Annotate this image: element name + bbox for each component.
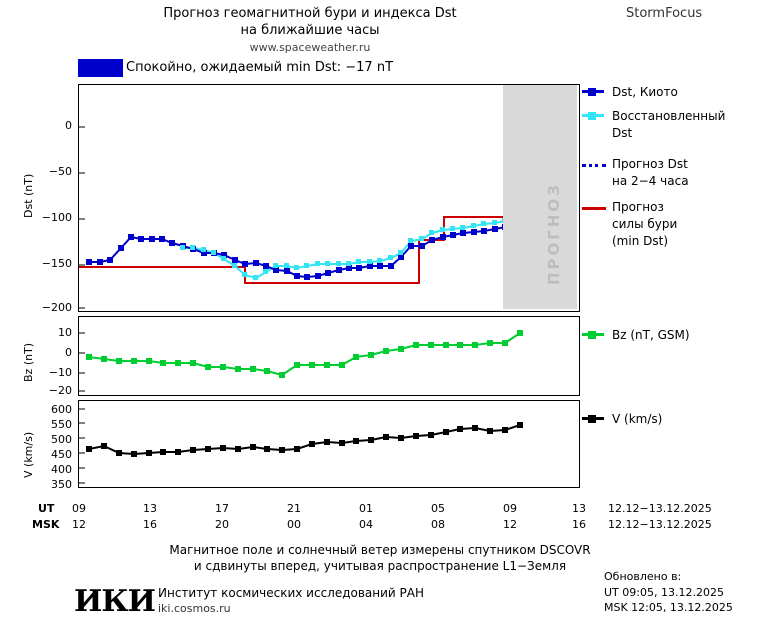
institute-name: Институт космических исследований РАН: [158, 586, 425, 600]
legend-label-forecast-dst: Прогноз Dst: [612, 157, 688, 171]
v-ytick-4: 400: [51, 463, 72, 476]
legend-line-dst-kyoto: [582, 90, 604, 93]
page-title-line2: на ближайшие часы: [240, 23, 380, 38]
msk-tick-4: 04: [359, 518, 373, 531]
legend-label-v: V (km/s): [612, 412, 663, 426]
footnote-line2: и сдвинуты вперед, учитывая распространение L1−Земля: [193, 559, 567, 573]
msk-tick-6: 12: [503, 518, 517, 531]
ut-tick-0: 09: [72, 502, 86, 515]
legend-line-v: [582, 417, 604, 420]
v-chart-panel: [78, 400, 580, 488]
dst-chart-panel: [78, 84, 580, 312]
status-badge: Спокойно, ожидаемый min Dst: −17 nT: [126, 60, 394, 75]
msk-row-label: MSK: [32, 518, 60, 531]
x-axis-rows: [0, 498, 760, 538]
forecast-region: [503, 85, 577, 309]
footnote-line1: Магнитное поле и солнечный ветер измерены спутником DSCOVR: [169, 543, 591, 557]
status-swatch: [78, 59, 123, 77]
series-restored-dst-markers: [180, 218, 507, 280]
ut-tick-3: 21: [287, 502, 301, 515]
institute-site-link[interactable]: iki.cosmos.ru: [158, 602, 231, 615]
msk-tick-1: 16: [143, 518, 157, 531]
bz-ytick-0: 10: [58, 326, 72, 339]
bz-y-axis-label: Bz (nT): [22, 342, 35, 382]
bz-ytick-1: 0: [65, 346, 72, 359]
dst-ytick-1: −50: [48, 165, 72, 178]
ut-tick-4: 01: [359, 502, 373, 515]
v-ytick-0: 600: [51, 403, 72, 416]
dst-y-axis-label: Dst (nT): [22, 173, 35, 218]
updated-msk: MSK 12:05, 13.12.2025: [604, 601, 733, 614]
legend-label-dst-kyoto: Dst, Киото: [612, 85, 678, 99]
legend-label-storm-forecast: Прогноз: [612, 200, 664, 214]
series-bz-markers: [86, 330, 523, 378]
dst-ytick-2: −100: [41, 211, 72, 224]
v-ytick-5: 350: [51, 478, 72, 491]
updated-caption: Обновлено в:: [604, 570, 682, 583]
dst-ytick-0: 0: [65, 119, 72, 132]
ut-tick-7: 13: [572, 502, 586, 515]
ut-tick-2: 17: [215, 502, 229, 515]
legend-label-storm-forecast-2: силы бури: [612, 217, 678, 231]
bz-ytick-3: −20: [48, 384, 72, 397]
v-ytick-2: 500: [51, 433, 72, 446]
dst-ytick-4: −200: [41, 301, 72, 314]
updated-ut: UT 09:05, 13.12.2025: [604, 586, 724, 599]
ut-date-range: 12.12−13.12.2025: [608, 502, 712, 515]
v-ytick-3: 450: [51, 448, 72, 461]
bz-ytick-2: −10: [48, 366, 72, 379]
ut-tick-5: 05: [431, 502, 445, 515]
page-title: Прогноз геомагнитной бури и индекса Dst: [163, 6, 457, 21]
legend-label-storm-forecast-3: (min Dst): [612, 234, 669, 248]
msk-tick-2: 20: [215, 518, 229, 531]
site-subtitle: www.spaceweather.ru: [249, 41, 371, 54]
legend-line-restored-dst: [582, 114, 604, 117]
msk-tick-3: 00: [287, 518, 301, 531]
brand-label: StormFocus: [626, 6, 703, 21]
series-v-markers: [86, 422, 523, 457]
bz-plot-svg: [79, 317, 577, 393]
legend-label-restored-dst-2: Dst: [612, 126, 633, 140]
msk-tick-5: 08: [431, 518, 445, 531]
msk-date-range: 12.12−13.12.2025: [608, 518, 712, 531]
ut-row-label: UT: [38, 502, 55, 515]
msk-tick-0: 12: [72, 518, 86, 531]
legend-label-restored-dst: Восстановленный: [612, 109, 726, 123]
v-plot-svg: [79, 401, 577, 485]
bz-chart-panel: [78, 316, 580, 396]
v-y-axis-label: V (km/s): [22, 431, 35, 478]
status-banner: [78, 58, 578, 78]
legend-label-bz: Bz (nT, GSM): [612, 328, 690, 342]
forecast-region-label: ПРОГНОЗ: [545, 182, 563, 285]
msk-tick-7: 16: [572, 518, 586, 531]
legend-line-bz: [582, 333, 604, 336]
ut-tick-1: 13: [143, 502, 157, 515]
iki-logo: ИКИ: [74, 584, 155, 619]
series-bz: [89, 333, 520, 375]
legend-line-storm-forecast: [582, 207, 606, 210]
series-v: [89, 425, 520, 454]
legend-line-forecast-dst: [582, 164, 606, 167]
ut-tick-6: 09: [503, 502, 517, 515]
dst-ytick-3: −150: [41, 257, 72, 270]
legend-label-forecast-dst-2: на 2−4 часа: [612, 174, 689, 188]
v-ytick-1: 550: [51, 418, 72, 431]
